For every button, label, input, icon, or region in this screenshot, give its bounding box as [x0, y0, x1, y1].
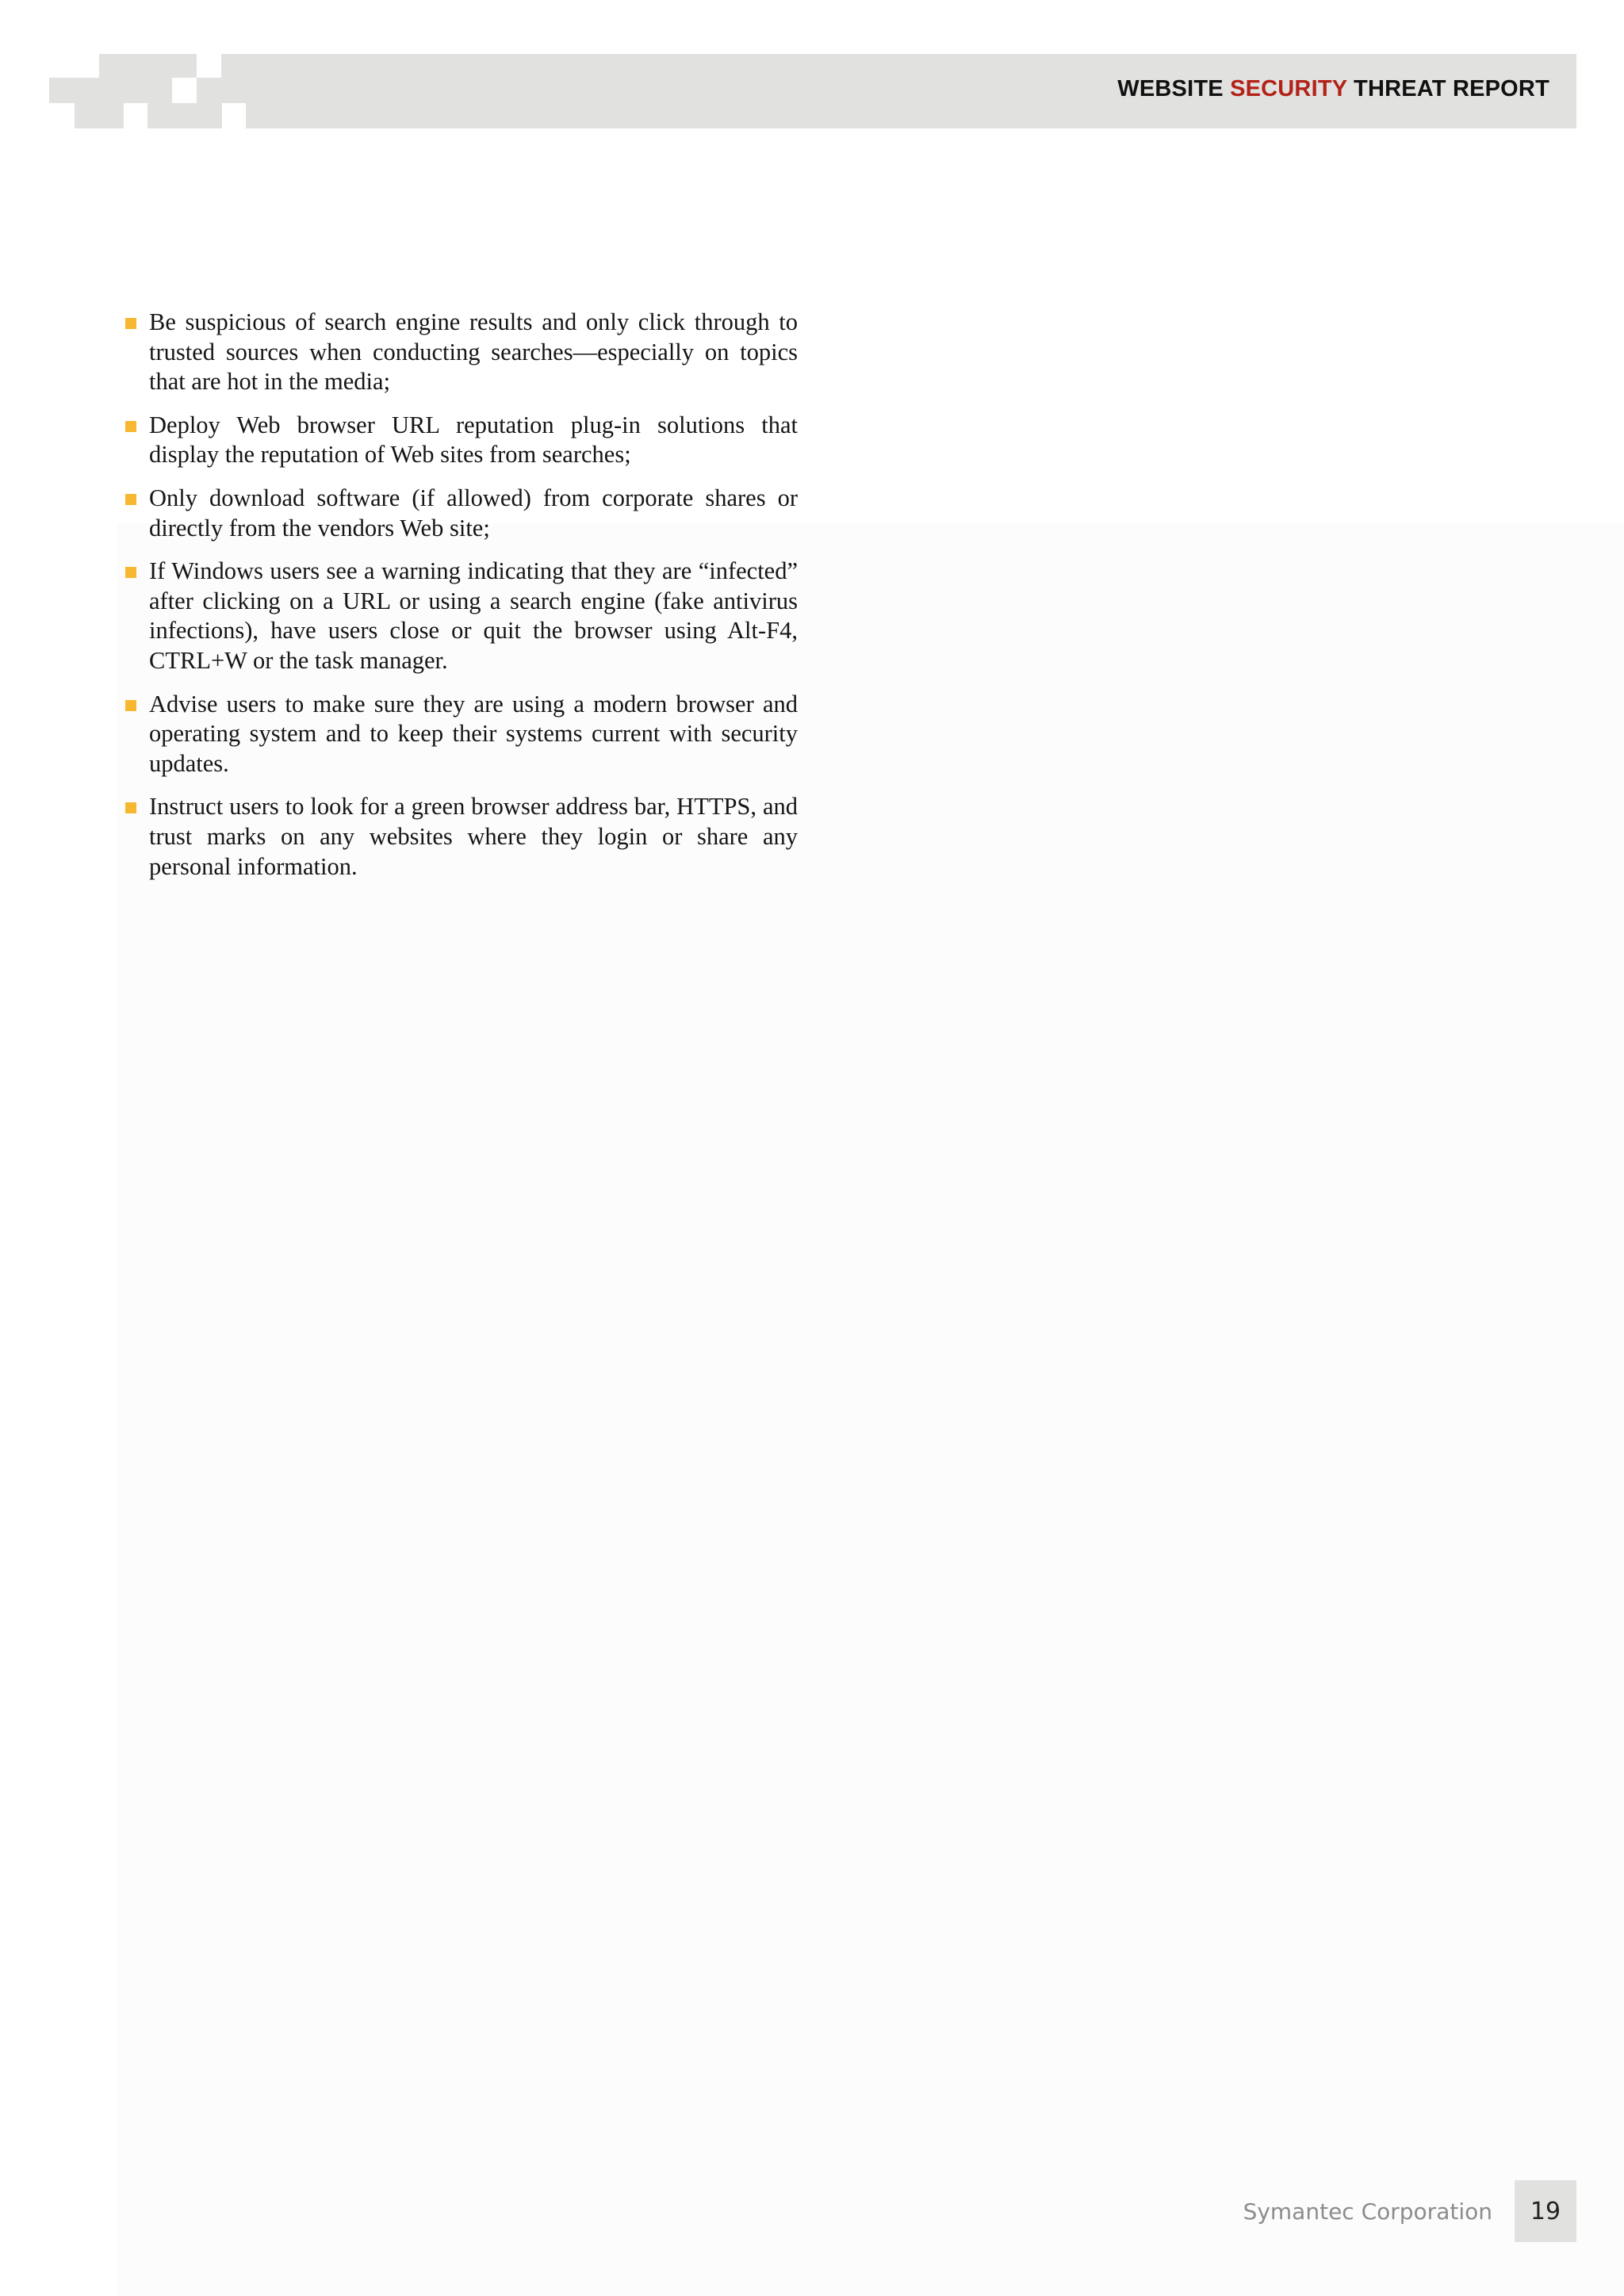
header-pixel-notch: [222, 103, 246, 128]
header-pixel: [197, 78, 222, 103]
list-item-text: Deploy Web browser URL reputation plug-in solutions that display the reputation of Web sites from searches;: [149, 411, 798, 469]
list-item-text: Advise users to make sure they are using a modern browser and operating system and to keep their systems current with security updates.: [149, 690, 798, 777]
list-item-text: Only download software (if allowed) from corporate shares or directly from the vendors Web site;: [149, 484, 798, 541]
header-pixel-notch: [197, 54, 221, 78]
list-item: [125, 308, 798, 397]
square-bullet-icon: [125, 318, 136, 329]
square-bullet-icon: [125, 494, 136, 505]
list-item-text: If Windows users see a warning indicating that they are “infected” after clicking on a URL or using a search engine (fake antivirus infections), have users close or quit the browser using Alt-F4, CTRL+W or the task manager.: [149, 557, 798, 674]
footer-company-name: Symantec Corporation: [1243, 2198, 1492, 2225]
header-pixel: [49, 78, 75, 103]
list-item: [125, 792, 798, 882]
square-bullet-icon: [125, 802, 136, 813]
list-item: [125, 484, 798, 543]
page-number: 19: [1515, 2180, 1576, 2242]
header-pixel-notch: [124, 103, 147, 128]
square-bullet-icon: [125, 567, 136, 578]
header-pixel: [246, 103, 271, 128]
header-pixel: [98, 103, 124, 128]
header-pixel-notch: [75, 54, 99, 78]
list-item: [125, 557, 798, 675]
report-title-prefix: WEBSITE: [1117, 76, 1231, 101]
header-pixel-notch: [172, 78, 197, 103]
square-bullet-icon: [125, 700, 136, 711]
list-item: [125, 690, 798, 779]
square-bullet-icon: [125, 421, 136, 432]
report-title-accent: SECURITY: [1230, 76, 1347, 101]
report-title-suffix: THREAT REPORT: [1346, 76, 1549, 101]
header-pixel: [147, 103, 222, 128]
list-item: [125, 411, 798, 470]
report-title: [1117, 76, 1549, 102]
list-item-text: Be suspicious of search engine results and only click through to trusted sources when conducting searches—especially on topics that are hot in the media;: [149, 308, 798, 396]
recommendation-list: [125, 308, 798, 895]
list-item-text: Instruct users to look for a green browser address bar, HTTPS, and trust marks on any websites where they login or share any personal information.: [149, 793, 798, 880]
